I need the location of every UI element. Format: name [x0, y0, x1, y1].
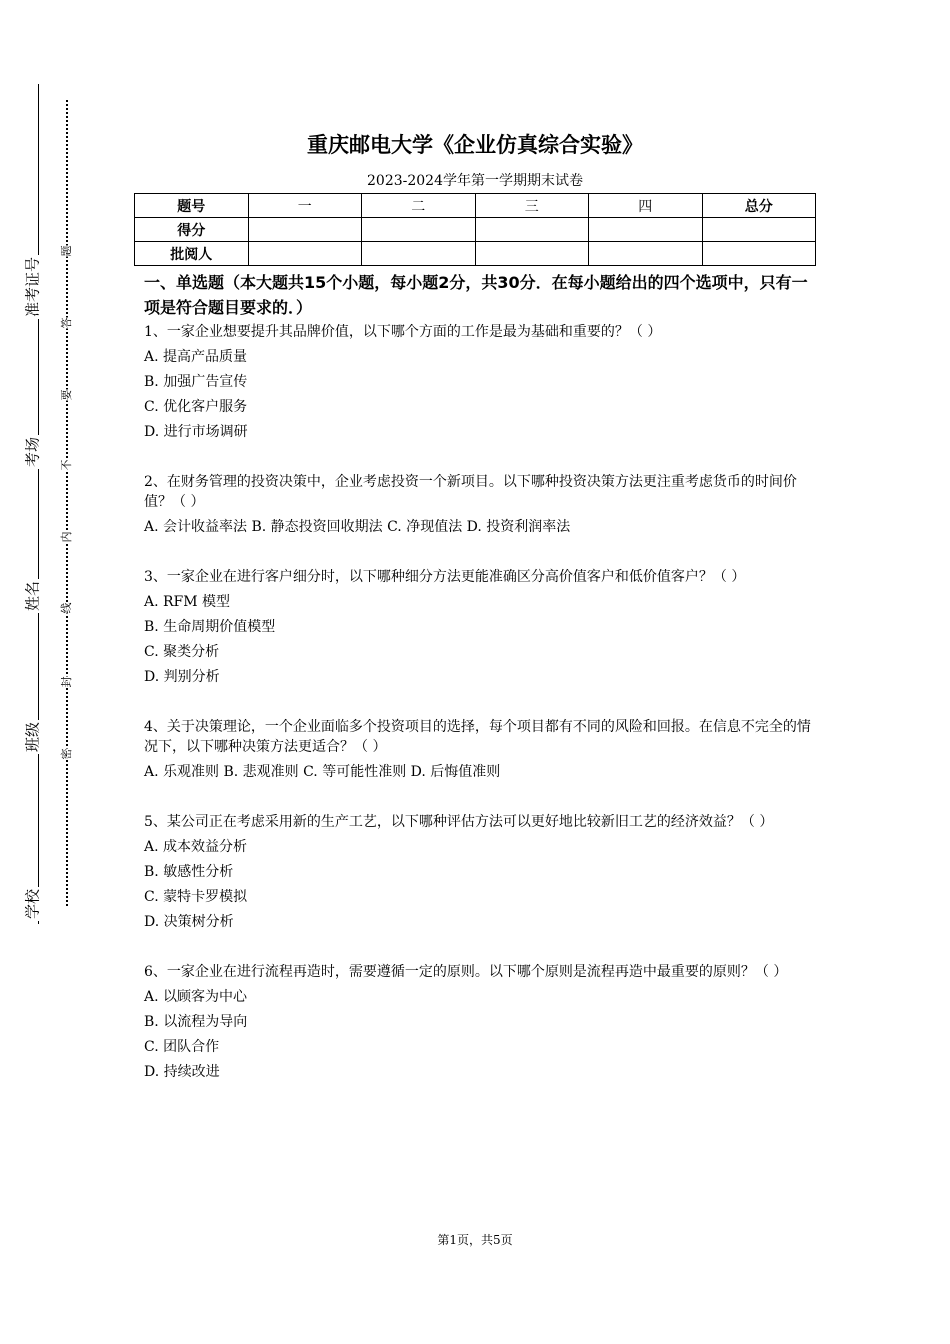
reviewer-cell — [589, 242, 703, 266]
question-option: C. 蒙特卡罗模拟 — [144, 889, 248, 905]
question-option: D. 进行市场调研 — [144, 424, 248, 440]
score-cell — [702, 218, 816, 242]
score-cell — [248, 218, 362, 242]
field-exam-number: 准考证号 — [23, 256, 42, 318]
seal-warning-char: 封 — [57, 677, 75, 688]
question-options-inline: A. 乐观准则 B. 悲观准则 C. 等可能性准则 D. 后悔值准则 — [144, 764, 501, 780]
question-option: D. 决策树分析 — [144, 914, 234, 930]
question-option: A. 以顾客为中心 — [144, 989, 248, 1005]
question-option: C. 优化客户服务 — [144, 399, 248, 415]
question-item — [144, 810, 816, 935]
question-option: B. 生命周期价值模型 — [144, 619, 276, 635]
question-stem: 5、某公司正在考虑采用新的生产工艺，以下哪种评估方法可以更好地比较新旧工艺的经济效益？（ ） — [144, 814, 774, 830]
score-cell — [589, 218, 703, 242]
field-class: 班级 — [23, 721, 42, 753]
reviewer-row — [135, 242, 816, 266]
reviewer-cell — [475, 242, 589, 266]
score-header-cell: 题号 — [135, 194, 249, 218]
field-school: 学校 — [23, 888, 42, 920]
reviewer-row-label: 批阅人 — [135, 242, 249, 266]
field-exam-room: 考场 — [23, 436, 42, 468]
question-option: A. RFM 模型 — [144, 594, 231, 610]
question-option: B. 以流程为导向 — [144, 1014, 248, 1030]
question-option: A. 成本效益分析 — [144, 839, 248, 855]
question-item — [144, 960, 816, 1085]
seal-warning-char: 内 — [57, 532, 75, 543]
question-option: B. 加强广告宣传 — [144, 374, 248, 390]
score-table — [134, 193, 816, 266]
score-table-header-row — [135, 194, 816, 218]
score-row — [135, 218, 816, 242]
reviewer-cell — [702, 242, 816, 266]
field-name: 姓名 — [23, 580, 42, 612]
question-item — [144, 470, 816, 540]
question-item — [144, 715, 816, 785]
score-cell — [475, 218, 589, 242]
question-item — [144, 565, 816, 690]
seal-warning-char: 要 — [57, 390, 75, 401]
question-option: A. 提高产品质量 — [144, 349, 248, 365]
question-stem: 4、关于决策理论，一个企业面临多个投资项目的选择，每个项目都有不同的风险和回报。在信息不完全的情况下，以下哪种决策方法更适合？（ ） — [144, 719, 811, 755]
seal-warning-char: 密 — [57, 749, 75, 760]
reviewer-cell — [362, 242, 476, 266]
question-option: C. 团队合作 — [144, 1039, 220, 1055]
question-list — [144, 320, 816, 1110]
question-options-inline: A. 会计收益率法 B. 静态投资回收期法 C. 净现值法 D. 投资利润率法 — [144, 519, 571, 535]
question-stem: 2、在财务管理的投资决策中，企业考虑投资一个新项目。以下哪种投资决策方法更注重考虑货币的时间价值？（ ） — [144, 474, 797, 510]
question-stem: 6、一家企业在进行流程再造时，需要遵循一定的原则。以下哪个原则是流程再造中最重要的原则？（ ） — [144, 964, 788, 980]
seal-warning-char: 线 — [57, 603, 75, 614]
question-option: D. 持续改进 — [144, 1064, 220, 1080]
question-item — [144, 320, 816, 445]
score-row-label: 得分 — [135, 218, 249, 242]
seal-warning-char: 题 — [57, 246, 75, 257]
exam-subtitle: 2023-2024学年第一学期期末试卷 — [367, 173, 583, 189]
question-option: D. 判别分析 — [144, 669, 220, 685]
score-header-cell: 四 — [589, 194, 703, 218]
score-header-cell: 一 — [248, 194, 362, 218]
page-number: 第1页，共5页 — [437, 1233, 513, 1247]
question-stem: 1、一家企业想要提升其品牌价值，以下哪个方面的工作是最为基础和重要的？（ ） — [144, 324, 662, 340]
seal-dotted-line — [66, 100, 68, 906]
score-header-cell: 总分 — [702, 194, 816, 218]
score-header-cell: 二 — [362, 194, 476, 218]
seal-warning-char: 答 — [57, 318, 75, 329]
section-title: 一、单选题（本大题共15个小题，每小题2分，共30分．在每小题给出的四个选项中，只有一项是符合题目要求的．） — [144, 273, 808, 317]
score-cell — [362, 218, 476, 242]
exam-title: 重庆邮电大学《企业仿真综合实验》 — [307, 133, 643, 157]
question-option: C. 聚类分析 — [144, 644, 220, 660]
score-header-cell: 三 — [475, 194, 589, 218]
reviewer-cell — [248, 242, 362, 266]
question-stem: 3、一家企业在进行客户细分时，以下哪种细分方法更能准确区分高价值客户和低价值客户？（ ） — [144, 569, 746, 585]
binding-line — [38, 84, 39, 924]
seal-warning-char: 不 — [57, 460, 75, 471]
question-option: B. 敏感性分析 — [144, 864, 234, 880]
